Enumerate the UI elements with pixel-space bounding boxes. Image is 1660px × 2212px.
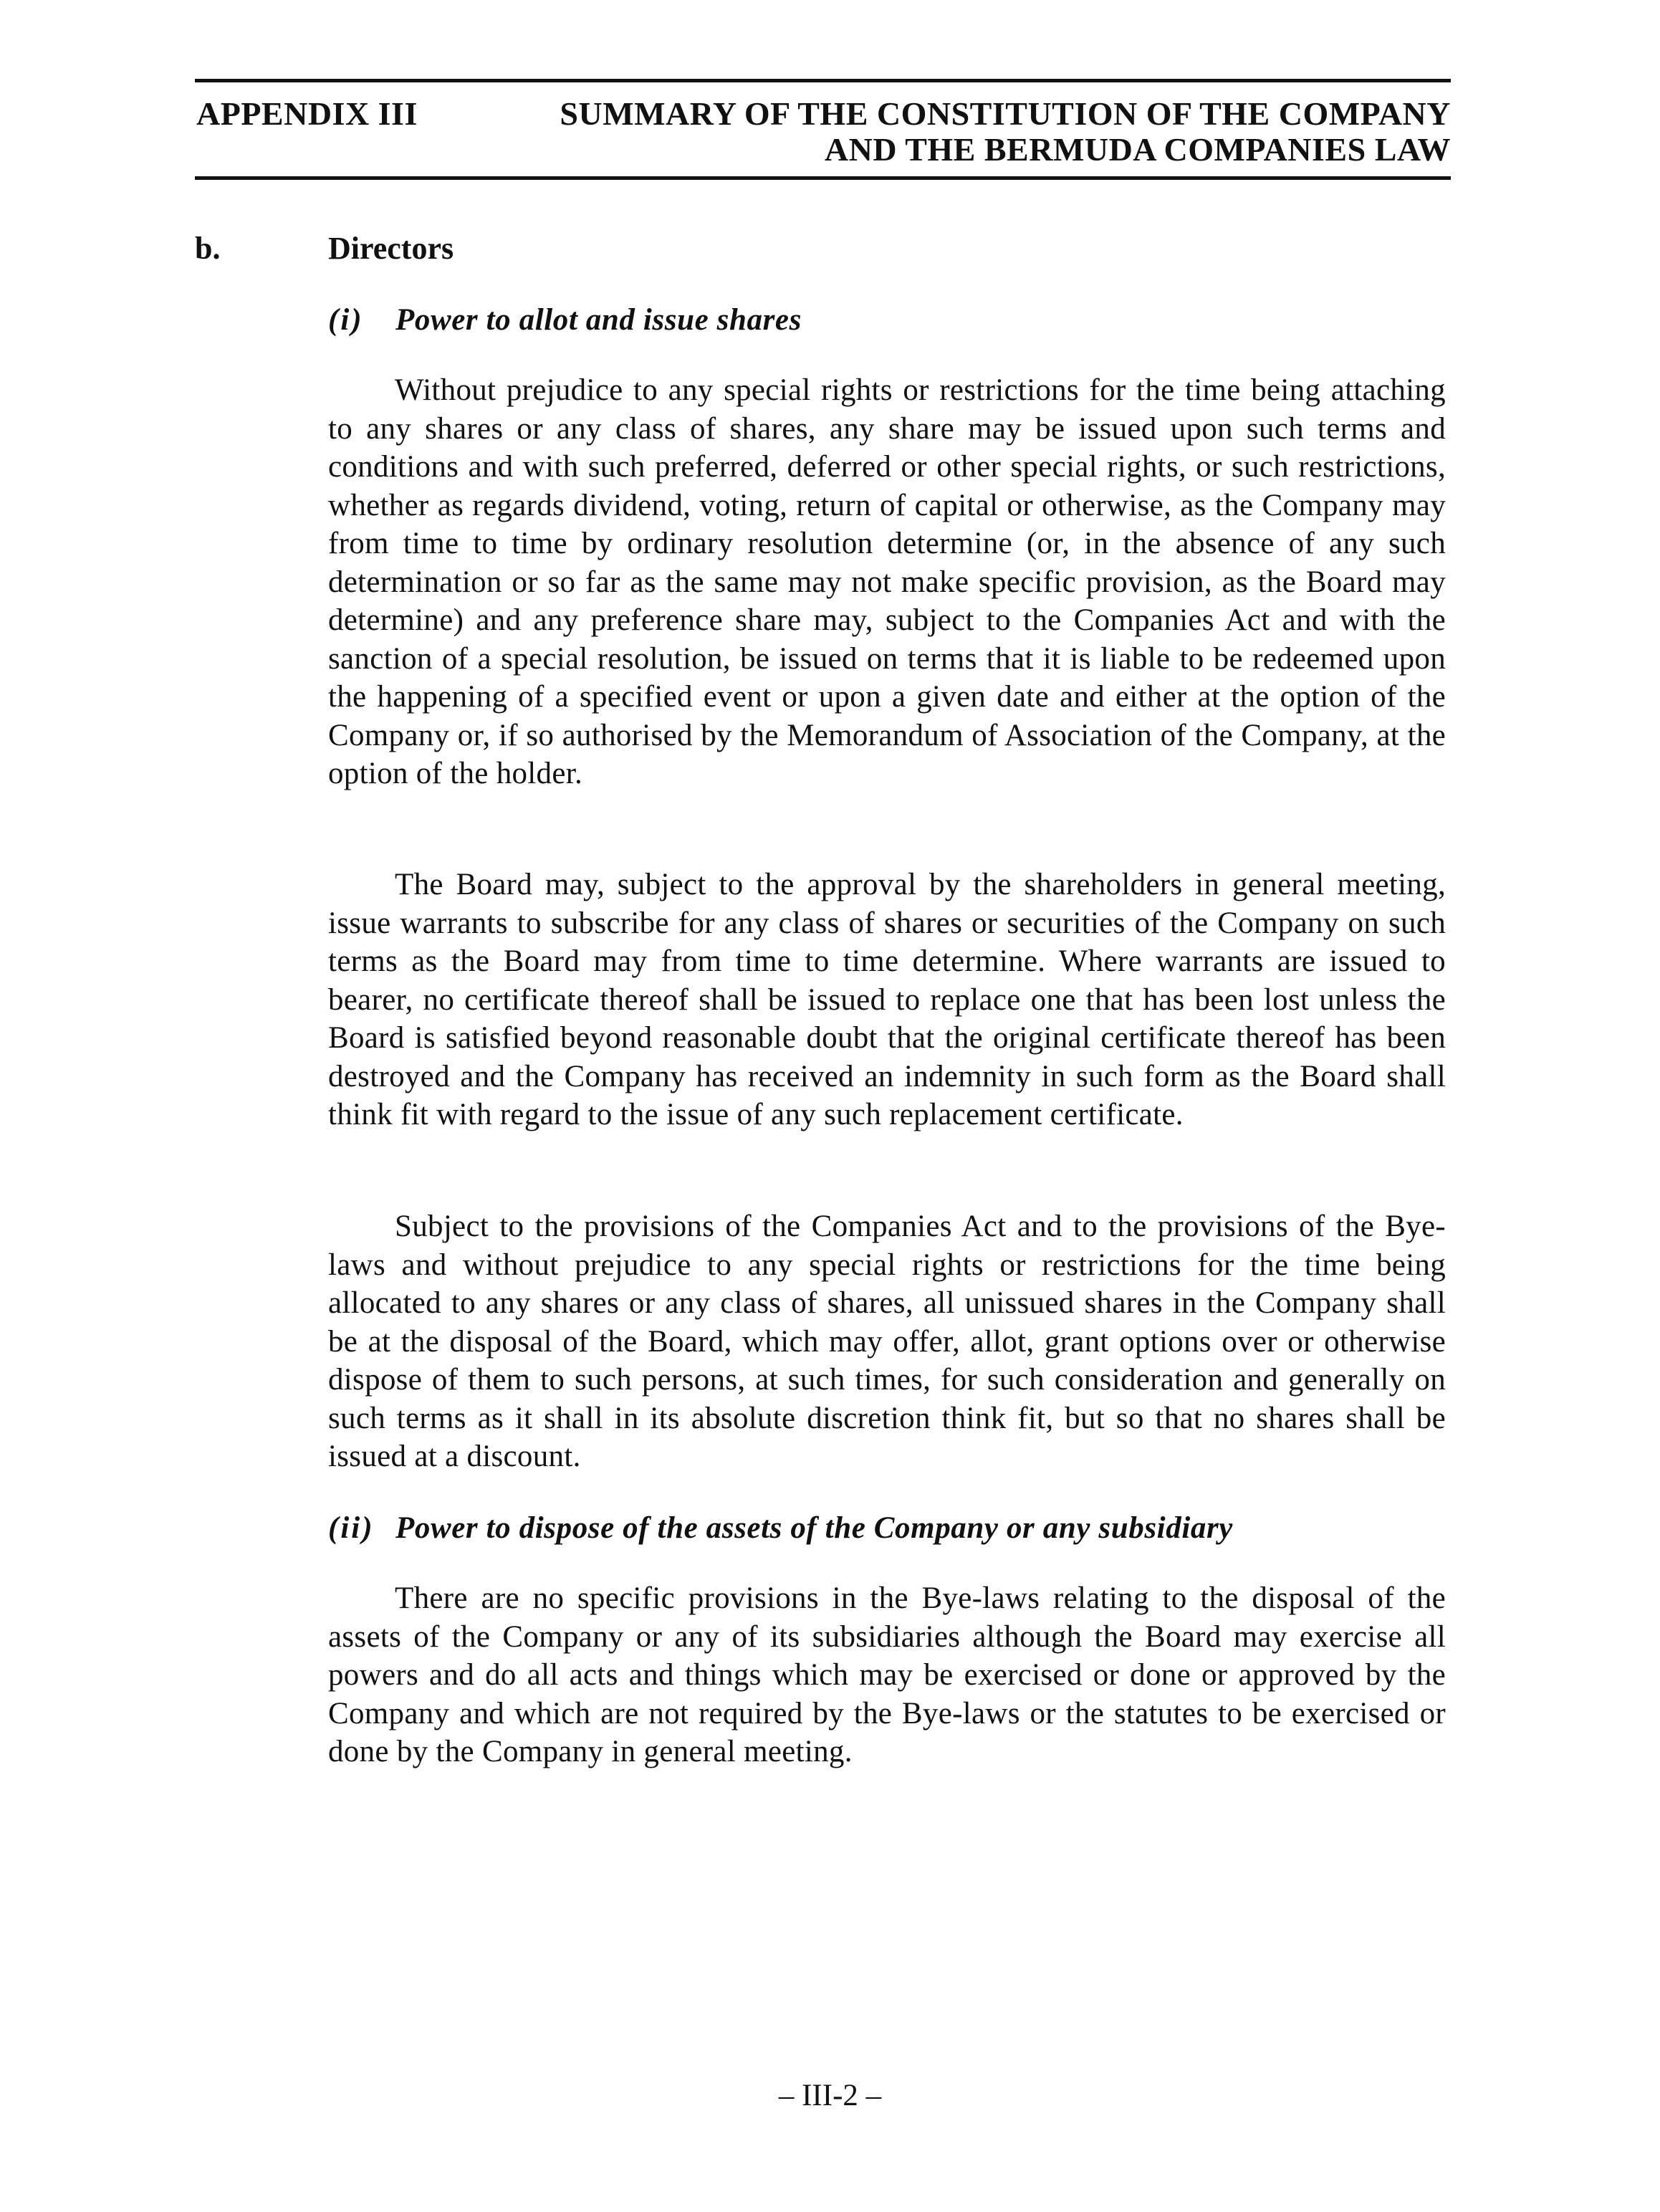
document-title-line-1: SUMMARY OF THE CONSTITUTION OF THE COMPANY xyxy=(560,95,1451,132)
subsection-number-1: (i) xyxy=(328,303,364,337)
subsection-number-2: (ii) xyxy=(328,1511,375,1545)
subsection-title-2: Power to dispose of the assets of the Company or any subsidiary xyxy=(395,1511,1233,1545)
subsection-heading-2 xyxy=(328,1510,1233,1546)
paragraph-allot-shares: Without prejudice to any special rights or restrictions for the time being attaching to any shares or any class of shares, any share may be issued upon such terms and conditions and with such preferred, deferred or other special rights, or such restrictions, whether as regards dividend, voting, return of capital or otherwise, as the Company may from time to time by ordinary resolution determine (or, in the absence of any such determination or so far as the same may not make specific provision, as the Board may determine) and any preference share may, subject to the Companies Act and with the sanction of a special resolution, be issued on terms that it is liable to be redeemed upon the happening of a specified event or upon a given date and either at the option of the Company or, if so authorised by the Memorandum of Association of the Company, at the option of the holder. xyxy=(328,373,1446,790)
header-top-rule xyxy=(195,79,1451,82)
section-title: Directors xyxy=(328,231,454,266)
paragraph-unissued-shares: Subject to the provisions of the Companies Act and to the provisions of the Bye-laws and without prejudice to any special rights or restrictions for the time being allocated to any shares or any class of shares, all unissued shares in the Company shall be at the disposal of the Board, which may offer, allot, grant options over or otherwise dispose of them to such persons, at such times, for such consideration and generally on such terms as it shall in its absolute discretion think fit, but so that no shares shall be issued at a discount. xyxy=(328,1210,1446,1473)
section-number: b. xyxy=(195,231,221,266)
header-bottom-rule xyxy=(195,176,1451,180)
paragraph-warrants: The Board may, subject to the approval by the shareholders in general meeting, issue warrants to subscribe for any class of shares or securities of the Company on such terms as the Board may from time to time determine. Where warrants are issued to bearer, no certificate thereof shall be issued to replace one that has been lost unless the Board is satisfied beyond reasonable doubt that the original certificate thereof has been destroyed and the Company has received an indemnity in such form as the Board shall think fit with regard to the issue of any such replacement certificate. xyxy=(328,868,1446,1131)
page-number: – III-2 – xyxy=(778,2079,882,2112)
document-title xyxy=(560,96,1451,168)
section-heading xyxy=(195,231,454,267)
paragraph-dispose-assets: There are no specific provisions in the Bye-laws relating to the disposal of the assets of the Company or any of its subsidiaries although the Board may exercise all powers and do all acts and things which may be exercised or done or approved by the Company and which are not required by the Bye-laws or the statutes to be exercised or done by the Company in general meeting. xyxy=(328,1581,1446,1768)
appendix-label: APPENDIX III xyxy=(196,95,418,132)
subsection-heading-1 xyxy=(328,302,802,338)
subsection-title-1: Power to allot and issue shares xyxy=(395,303,802,337)
document-title-line-2: AND THE BERMUDA COMPANIES LAW xyxy=(824,131,1451,168)
